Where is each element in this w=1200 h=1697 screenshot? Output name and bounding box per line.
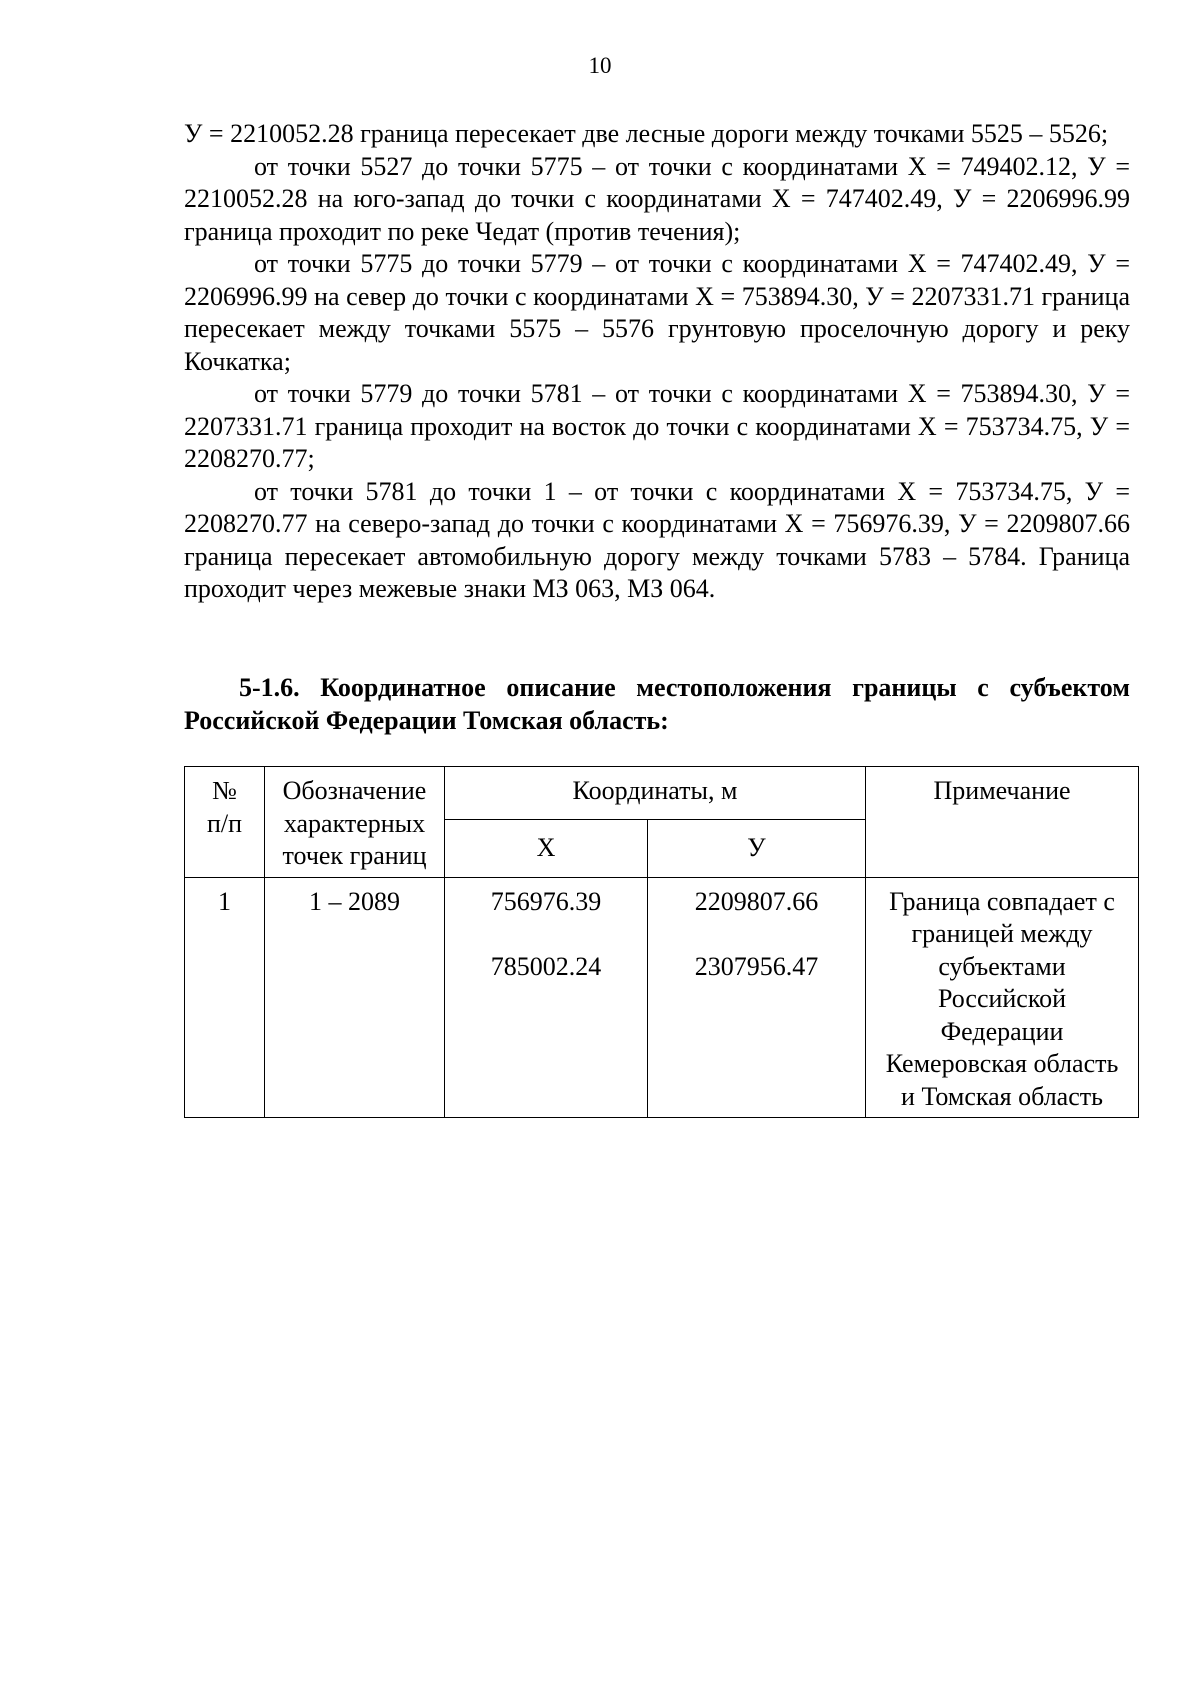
- header-note: Примечание: [866, 767, 1139, 878]
- paragraph: от точки 5527 до точки 5775 – от точки с координатами Х = 749402.12, У = 2210052.28 на юго-запад до точки с координатами Х = 747402.49, У = 2206996.99 граница проходит по реке Чедат (против течения);: [184, 151, 1130, 246]
- header-coordinates: Координаты, м: [445, 767, 866, 820]
- paragraph: от точки 5781 до точки 1 – от точки с координатами Х = 753734.75, У = 2208270.77 на северо-запад до точки с координатами Х = 756976.39, У = 2209807.66 граница пересекает автомобильную дорогу между точками 5783 – 5784. Граница проходит через межевые знаки МЗ 063, МЗ 064.: [184, 476, 1130, 603]
- paragraph: У = 2210052.28 граница пересекает две лесные дороги между точками 5525 – 5526;: [184, 119, 1109, 148]
- header-designation: Обозначение характерных точек границ: [265, 767, 445, 878]
- paragraph: от точки 5775 до точки 5779 – от точки с координатами Х = 747402.49, У = 2206996.99 на север до точки с координатами Х = 753894.30, У = 2207331.71 граница пересекает между точками 5575 – 5576 грунтовую проселочную дорогу и реку Кочкатка;: [184, 249, 1130, 376]
- paragraph: от точки 5779 до точки 5781 – от точки с координатами Х = 753894.30, У = 2207331.71 граница проходит на восток до точки с координатами Х = 753734.75, У = 2208270.77;: [184, 379, 1130, 473]
- header-y: У: [648, 819, 866, 877]
- header-num: № п/п: [185, 767, 265, 878]
- cell-y: 2209807.66 2307956.47: [648, 877, 866, 1118]
- body-text: [184, 118, 1130, 606]
- table-row: [185, 877, 1139, 1118]
- cell-num: 1: [185, 877, 265, 1118]
- table-header-row: [185, 767, 1139, 820]
- page-number: 10: [588, 53, 612, 78]
- header-x: Х: [445, 819, 648, 877]
- cell-designation: 1 – 2089: [265, 877, 445, 1118]
- cell-note: Граница совпадает с границей между субъектами Российской Федерации Кемеровская область и Томская область: [866, 877, 1139, 1118]
- cell-x: 756976.39 785002.24: [445, 877, 648, 1118]
- coordinates-table: [184, 766, 1139, 1118]
- section-heading: 5-1.6. Координатное описание местоположения границы с субъектом Российской Федерации Томская область:: [184, 673, 1130, 735]
